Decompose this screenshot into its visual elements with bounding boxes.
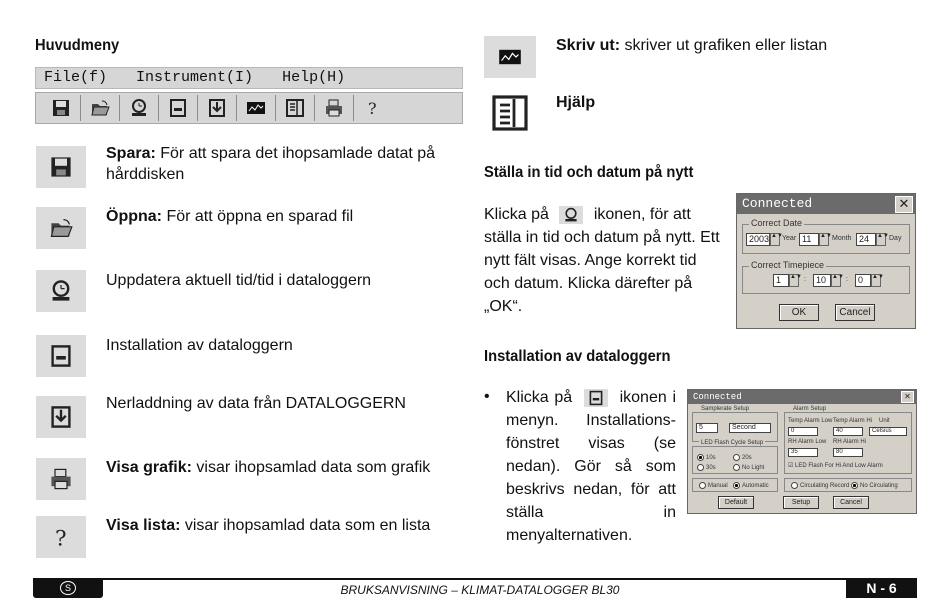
year-field[interactable]: 2003: [746, 233, 770, 246]
samplerate-field[interactable]: 5: [696, 423, 718, 433]
language-s-icon: S: [60, 581, 76, 595]
led-group: LED Flash Cycle Setup 10s 20s 30s No Light: [692, 446, 778, 474]
download-icon: [49, 405, 73, 429]
inline-clock-icon: [559, 206, 583, 224]
printer-icon: [49, 467, 73, 491]
record-group: [784, 478, 912, 492]
item-open-text: Öppna: För att öppna en sparad fil: [106, 208, 354, 225]
close-icon[interactable]: ✕: [895, 196, 913, 213]
time-dialog-title: Connected: [742, 196, 813, 211]
item-graph-text: Visa grafik: visar ihopsamlad data som grafik: [106, 459, 431, 476]
install-paragraph: Klicka på ikonen i menyn. Installations-fönstret visas (se nedan). Gör så som beskrivs nedan, för att ställa in menyalternativen.: [506, 389, 676, 544]
install-dialog: [687, 389, 917, 514]
menubar: [35, 67, 463, 89]
footer-title: BRUKSANVISNING – KLIMAT-DATALOGGER BL30: [340, 583, 620, 597]
list-icon: [285, 98, 305, 118]
open-folder-icon: [90, 98, 110, 118]
item-download-text: Nerladdning av data från DATALOGGERN: [106, 395, 406, 412]
automatic-radio[interactable]: Automatic: [733, 482, 769, 489]
time-dialog: [736, 193, 916, 329]
item-install-icon-box: [36, 335, 86, 377]
install-dialog-titlebar: [688, 390, 916, 404]
default-button[interactable]: Default: [718, 496, 754, 509]
mode-group: [692, 478, 778, 492]
toolbar: [35, 92, 463, 124]
led-option-none[interactable]: No Light: [733, 464, 764, 471]
samplerate-unit-select[interactable]: Second: [729, 423, 771, 433]
circulating-radio[interactable]: Circulating Record: [791, 482, 849, 489]
menu-file[interactable]: File(f): [44, 69, 108, 86]
second-spinner[interactable]: ▲▼: [871, 274, 881, 287]
bullet-dot: •: [484, 388, 490, 405]
download-icon: [207, 98, 227, 118]
ok-button[interactable]: OK: [779, 304, 819, 321]
page-number: N - 6: [846, 578, 917, 598]
save-icon: [51, 98, 71, 118]
date-group: Correct Date 2003 ▲▼ Year 11 ▲▼ Month 24 ▲▼ Day: [742, 224, 910, 254]
install-heading: Installation av dataloggern: [484, 348, 671, 365]
toolbar-open-button[interactable]: [81, 95, 120, 121]
minute-spinner[interactable]: ▲▼: [831, 274, 841, 287]
list-icon: [488, 93, 532, 133]
toolbar-clock-button[interactable]: [120, 95, 159, 121]
toolbar-install-button[interactable]: [159, 95, 198, 121]
item-list-text: Visa lista: visar ihopsamlad data som en lista: [106, 517, 431, 534]
rh-hi-field[interactable]: 80: [833, 448, 863, 457]
printer-icon: [324, 98, 344, 118]
second-field[interactable]: 0: [855, 274, 871, 287]
cancel-button[interactable]: Cancel: [835, 304, 875, 321]
led-flash-checkbox[interactable]: ☑ LED Flash For Hi And Low Alarm: [788, 463, 883, 469]
minute-field[interactable]: 10: [813, 274, 831, 287]
help-icon: [49, 525, 73, 549]
month-field[interactable]: 11: [799, 233, 819, 246]
clock-icon: [129, 98, 149, 118]
rh-low-field[interactable]: 35: [788, 448, 818, 457]
month-spinner[interactable]: ▲▼: [819, 233, 829, 246]
day-spinner[interactable]: ▲▼: [876, 233, 886, 246]
inline-monitor-icon: [584, 389, 608, 407]
main-menu-heading: Huvudmeny: [35, 37, 120, 54]
close-icon[interactable]: ✕: [901, 391, 914, 403]
help-icon-box: [484, 92, 536, 134]
footer-rule: [33, 578, 917, 580]
menu-instrument[interactable]: Instrument(I): [136, 69, 254, 86]
monitor-icon: [49, 344, 73, 368]
alarm-group: Alarm Setup Temp Alarm Low Temp Alarm Hi Unit 0 40 Celsius RH Alarm Low RH Alarm Hi 35 80 ☑ LED Flash For Hi And Low Alarm: [784, 412, 912, 474]
print-text: Skriv ut: skriver ut grafiken eller listan: [556, 37, 828, 54]
toolbar-help-button[interactable]: [354, 95, 392, 121]
unit-select[interactable]: Celsius: [869, 427, 907, 436]
footer-language-badge: [33, 578, 103, 598]
item-graph-icon-box: [36, 458, 86, 500]
open-folder-icon: [49, 216, 73, 240]
temp-hi-field[interactable]: 40: [833, 427, 863, 436]
print-icon-box: [484, 36, 536, 78]
year-spinner[interactable]: ▲▼: [770, 233, 780, 246]
item-clock-text: Uppdatera aktuell tid/tid i dataloggern: [106, 272, 372, 289]
item-save-icon-box: [36, 146, 86, 188]
hour-field[interactable]: 1: [773, 274, 789, 287]
toolbar-print-button[interactable]: [315, 95, 354, 121]
install-dialog-title: Connected: [693, 392, 742, 402]
item-open-icon-box: [36, 207, 86, 249]
svg-text:?: ?: [368, 99, 377, 118]
samplerate-group: Samplerate Setup 5 Second: [692, 412, 778, 442]
time-heading: Ställa in tid och datum på nytt: [484, 164, 694, 181]
item-save-text: Spara: För att spara det ihopsamlade datat på hårddisken: [106, 145, 436, 183]
setup-button[interactable]: Setup: [783, 496, 819, 509]
help-icon: [363, 98, 383, 118]
help-text: Hjälp: [556, 94, 596, 111]
led-option-20s[interactable]: 20s: [733, 454, 752, 461]
item-install-text: Installation av dataloggern: [106, 337, 293, 354]
no-circulating-radio[interactable]: No Circulating: [851, 482, 898, 489]
item-clock-icon-box: [36, 270, 86, 312]
timepiece-group: Correct Timepiece 1 ▲▼ : 10 ▲▼ : 0 ▲▼: [742, 266, 910, 294]
toolbar-download-button[interactable]: [198, 95, 237, 121]
toolbar-list-button[interactable]: [276, 95, 315, 121]
led-option-10s[interactable]: 10s: [697, 454, 716, 461]
hour-spinner[interactable]: ▲▼: [789, 274, 799, 287]
item-list-icon-box: [36, 516, 86, 558]
monitor-icon: [168, 98, 188, 118]
toolbar-save-button[interactable]: [42, 95, 81, 121]
svg-text:?: ?: [55, 526, 67, 549]
time-dialog-titlebar: [737, 194, 915, 214]
menu-help[interactable]: Help(H): [282, 69, 346, 86]
item-download-icon-box: [36, 396, 86, 438]
cancel-button[interactable]: Cancel: [833, 496, 869, 509]
save-icon: [49, 155, 73, 179]
time-paragraph: Klicka på ikonen, för att ställa in tid och datum på nytt. Ett nytt fält visas. Ange korrekt tid och datum. Klicka därefter på „OK“.: [484, 206, 720, 315]
day-field[interactable]: 24: [856, 233, 876, 246]
led-option-30s[interactable]: 30s: [697, 464, 716, 471]
graph-icon: [246, 98, 266, 118]
temp-low-field[interactable]: 0: [788, 427, 818, 436]
toolbar-graph-button[interactable]: [237, 95, 276, 121]
clock-icon: [49, 279, 73, 303]
manual-radio[interactable]: Manual: [699, 482, 728, 489]
graph-icon: [493, 45, 527, 69]
